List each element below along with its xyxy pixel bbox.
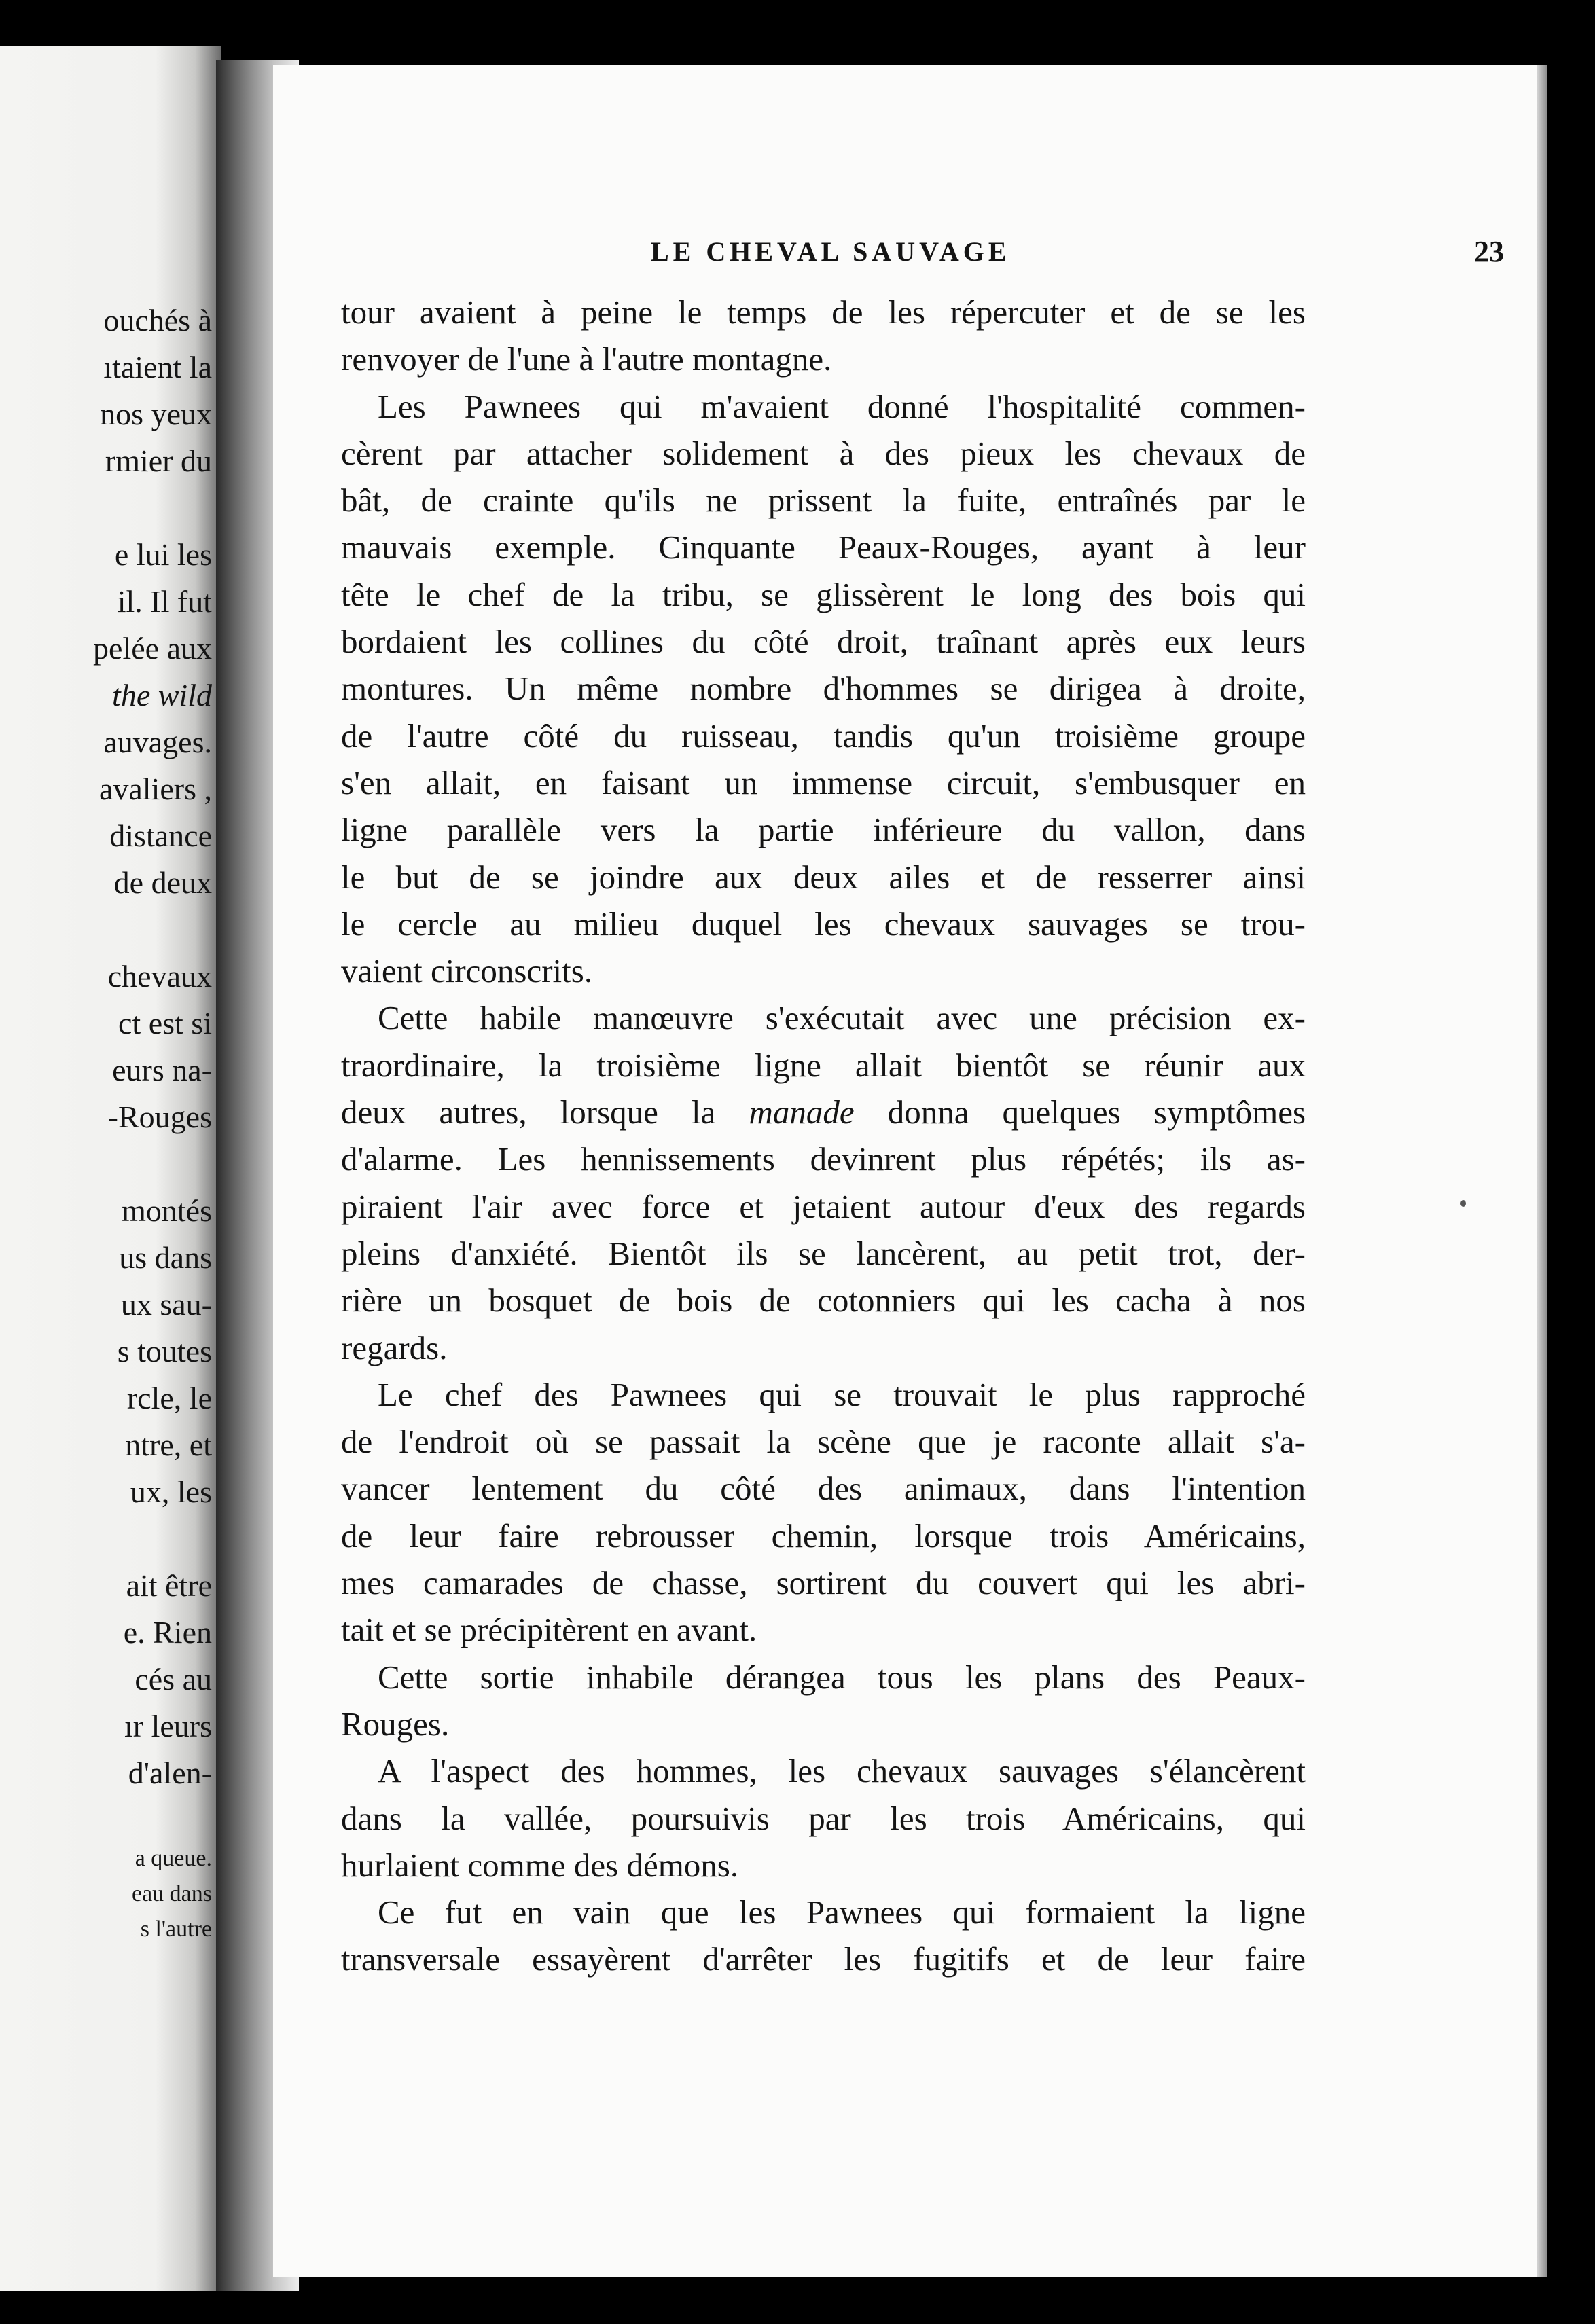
text-line: regards. — [341, 1328, 448, 1366]
left-page-line: eurs na- — [112, 1053, 212, 1087]
text-segment: donna quelques symptômes — [887, 1093, 1306, 1131]
page-header — [273, 230, 1541, 271]
text-line: de leur faire rebrousser chemin, lorsque trois Américains, — [341, 1517, 1306, 1555]
italic-term: manade — [749, 1093, 855, 1131]
left-page-line: montés — [122, 1193, 212, 1228]
text-line: traordinaire, la troisième ligne allait bientôt se réunir aux — [341, 1046, 1306, 1084]
left-page-line: e. Rien — [123, 1615, 212, 1650]
text-line: bât, de crainte qu'ils ne prissent la fuite, entraînés par le — [341, 482, 1306, 520]
text-line: Le chef des Pawnees qui se trouvait le plus rapproché — [378, 1375, 1306, 1413]
text-line: dans la vallée, poursuivis par les trois Américains, qui — [341, 1799, 1306, 1837]
left-page-line: rcle, le — [126, 1381, 212, 1415]
text-line: Ce fut en vain que les Pawnees qui formaient la ligne — [378, 1893, 1306, 1931]
left-page-line: d'alen- — [128, 1756, 212, 1790]
text-line: mauvais exemple. Cinquante Peaux-Rouges, ayant à leur — [341, 528, 1306, 566]
text-line: d'alarme. Les hennissements devinrent plus répétés; ils as- — [341, 1140, 1306, 1178]
text-line: le cercle au milieu duquel les chevaux sauvages se trou- — [341, 905, 1306, 943]
left-page-footnote-line: eau dans — [131, 1881, 212, 1906]
text-line: ligne parallèle vers la partie inférieure du vallon, dans — [341, 811, 1306, 849]
left-page-line: ır leurs — [124, 1709, 212, 1743]
text-line: piraient l'air avec force et jetaient autour d'eux des regards — [341, 1187, 1306, 1225]
left-page-footnote-line: s l'autre — [140, 1917, 212, 1942]
text-line: vancer lentement du côté des animaux, dans l'intention — [341, 1470, 1306, 1508]
text-line — [341, 1089, 1306, 1136]
text-line: rière un bosquet de bois de cotonniers qui les cacha à nos — [341, 1282, 1306, 1320]
body-text — [341, 289, 1306, 1983]
text-line: transversale essayèrent d'arrêter les fugitifs et de leur faire — [341, 1940, 1306, 1978]
left-page-line: rmier du — [105, 443, 212, 478]
text-line: tait et se précipitèrent en avant. — [341, 1611, 757, 1649]
page-edge-shadow — [1537, 65, 1547, 2277]
left-page-line: ntre, et — [125, 1428, 212, 1462]
left-page-line: e lui les — [114, 537, 212, 572]
left-page-line: s toutes — [117, 1334, 212, 1368]
left-page-line: us dans — [119, 1240, 212, 1275]
text-line: cèrent par attacher solidement à des pieux les chevaux de — [341, 434, 1306, 472]
left-page-line: cés au — [135, 1662, 212, 1696]
text-line: hurlaient comme des démons. — [341, 1846, 739, 1884]
left-page-line: distance — [109, 818, 212, 853]
left-page-line: ouchés à — [103, 303, 212, 338]
text-line: renvoyer de l'une à l'autre montagne. — [341, 340, 832, 378]
text-line: s'en allait, en faisant un immense circuit, s'embusquer en — [341, 763, 1306, 801]
text-line: de l'endroit où se passait la scène que je raconte allait s'a- — [341, 1423, 1306, 1461]
left-page-line: -Rouges — [107, 1100, 212, 1134]
left-page-line: nos yeux — [100, 397, 212, 431]
text-line: Rouges. — [341, 1705, 450, 1743]
text-line: le but de se joindre aux deux ailes et de resserrer ainsi — [341, 858, 1306, 896]
text-line: de l'autre côté du ruisseau, tandis qu'un troisième groupe — [341, 716, 1306, 755]
left-page-line: ait être — [126, 1568, 212, 1603]
left-page-fragment — [0, 46, 221, 2291]
text-line: bordaient les collines du côté droit, traînant après eux leurs — [341, 623, 1306, 661]
paper-speck — [1460, 1200, 1466, 1207]
text-line: vaient circonscrits. — [341, 952, 593, 990]
left-page-line: ct est si — [118, 1006, 212, 1040]
text-line: Cette habile manœuvre s'exécutait avec une précision ex- — [378, 999, 1306, 1037]
left-page-line: ux sau- — [120, 1287, 212, 1322]
left-page-line: il. Il fut — [117, 584, 212, 619]
running-title: LE CHEVAL SAUVAGE — [651, 236, 1011, 267]
text-line: Cette sortie inhabile dérangea tous les plans des Peaux- — [378, 1658, 1306, 1696]
text-segment: deux autres, lorsque la — [341, 1093, 716, 1131]
left-page-line: the wild — [112, 678, 212, 712]
text-line: A l'aspect des hommes, les chevaux sauvages s'élancèrent — [378, 1752, 1306, 1790]
text-line: mes camarades de chasse, sortirent du couvert qui les abri- — [341, 1564, 1306, 1602]
page-number: 23 — [1474, 235, 1504, 268]
text-line: montures. Un même nombre d'hommes se dirigea à droite, — [341, 670, 1306, 708]
right-page — [273, 65, 1541, 2277]
left-page-line: chevaux — [107, 959, 212, 994]
left-page-line: pelée aux — [93, 631, 212, 666]
text-line: tête le chef de la tribu, se glissèrent le long des bois qui — [341, 575, 1306, 613]
text-line: pleins d'anxiété. Bientôt ils se lancèrent, au petit trot, der- — [341, 1234, 1306, 1272]
text-line: Les Pawnees qui m'avaient donné l'hospitalité commen- — [378, 387, 1306, 425]
text-line: tour avaient à peine le temps de les répercuter et de se les — [341, 293, 1306, 331]
left-page-footnote-line: a queue. — [135, 1846, 212, 1871]
left-page-line: ıtaient la — [103, 350, 212, 384]
left-page-line: de deux — [113, 865, 212, 900]
left-page-line: auvages. — [103, 725, 212, 759]
left-page-line: avaliers , — [98, 771, 212, 806]
left-page-line: ux, les — [130, 1474, 212, 1509]
